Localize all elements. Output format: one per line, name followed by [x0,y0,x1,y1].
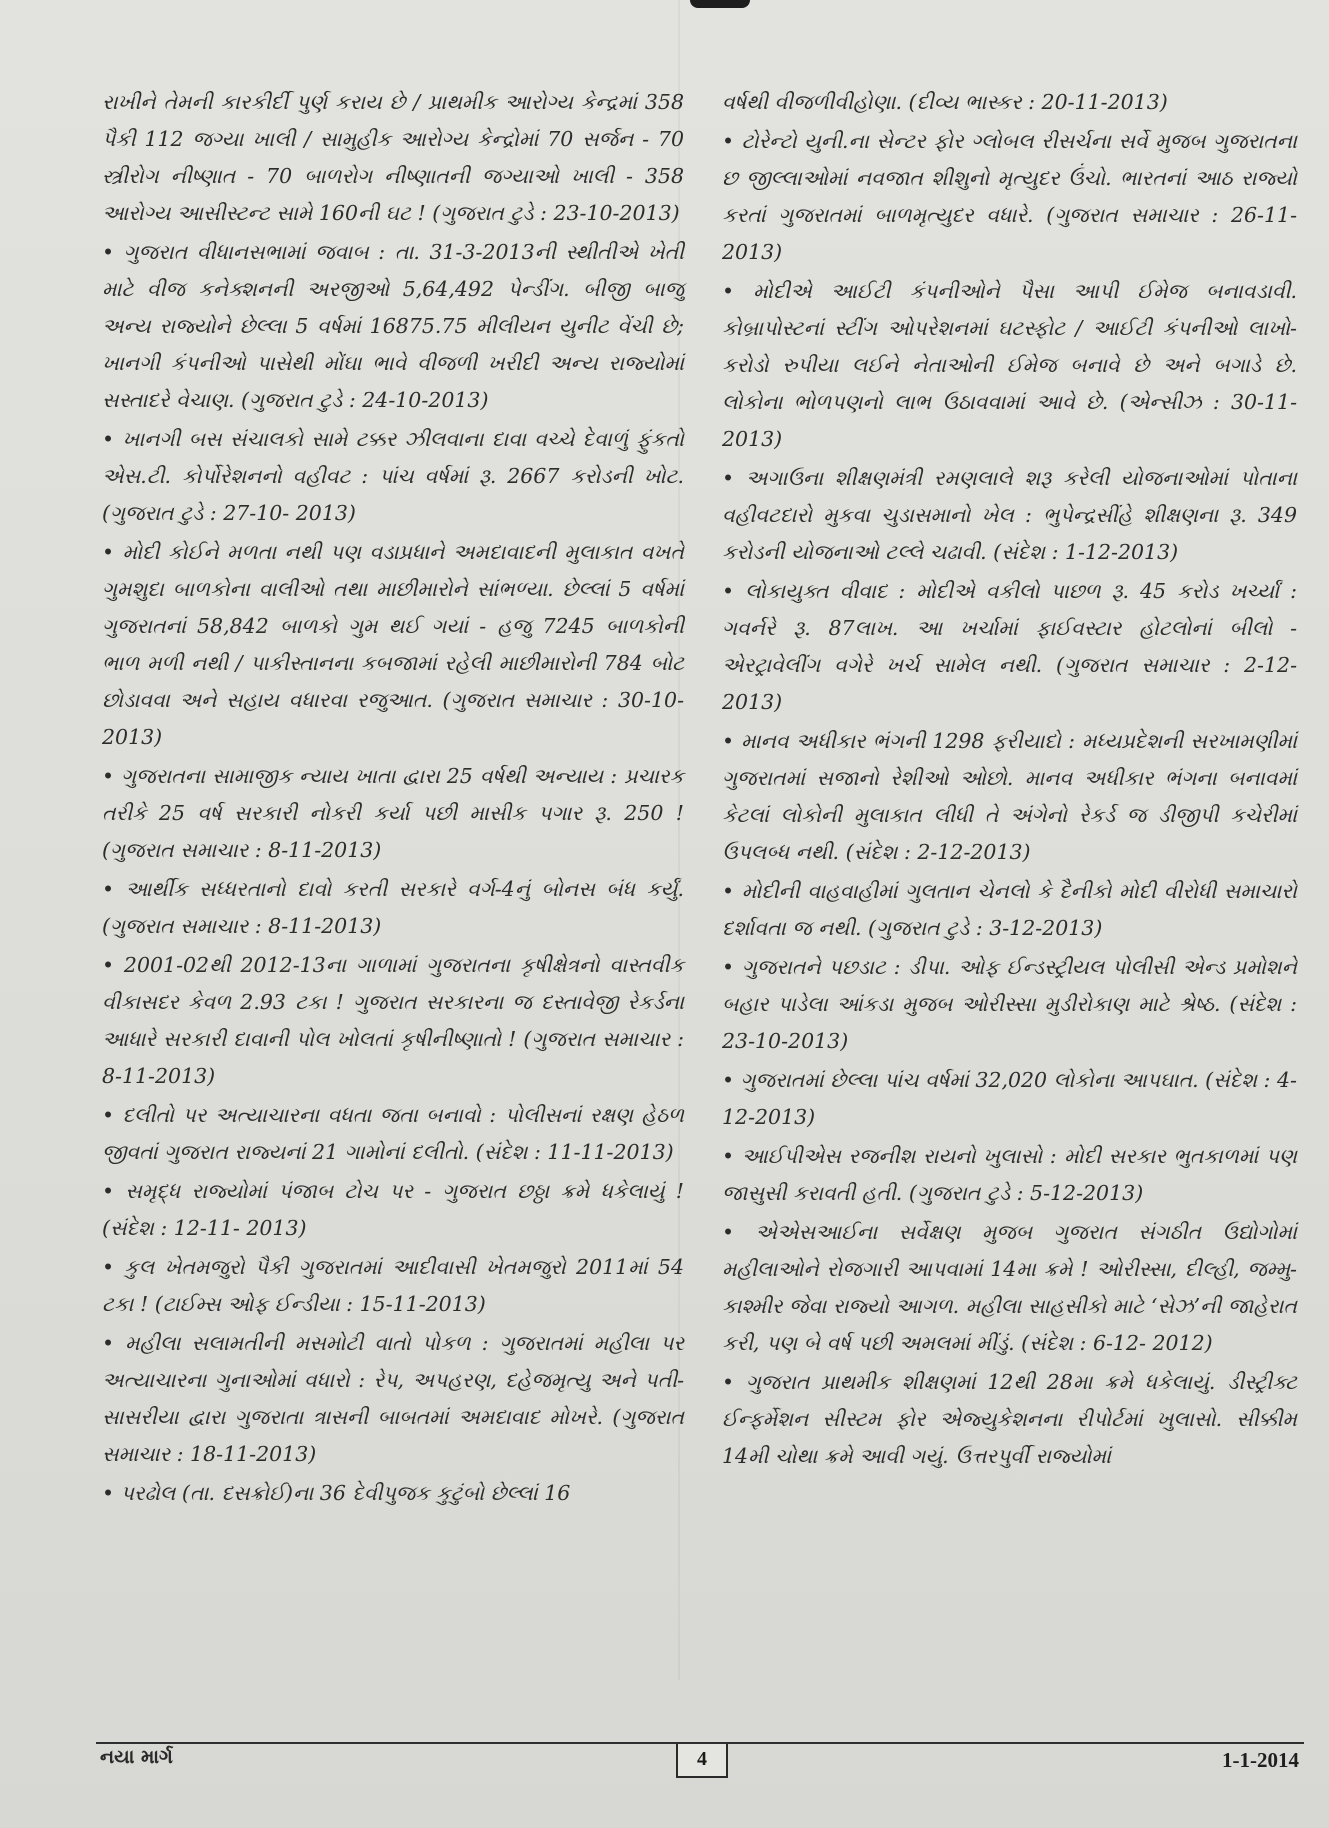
news-item: • ગુજરાતના સામાજીક ન્યાય ખાતા દ્વારા 25 વર્ષથી અન્યાય : પ્રચારક તરીકે 25 વર્ષ સરકારી નોકરી કર્યા પછી માસીક પગાર રૂ. 250 ! (ગુજરાત સમાચાર : 8-11-2013) [102,764,684,862]
right-column [722,84,1297,1477]
news-item: • ગુજરાતને પછડાટ : ડીપા. ઓફ ઈન્ડસ્ટ્રીયલ પોલીસી એન્ડ પ્રમોશને બહાર પાડેલા આંકડા મુજબ ઓરીસ્સા મુડીરોકાણ માટે શ્રેષ્ઠ. (સંદેશ : 23-10-2013) [722,955,1297,1053]
news-item: • ગુજરાતમાં છેલ્લા પાંચ વર્ષમાં 32,020 લોકોના આપઘાત. (સંદેશ : 4-12-2013) [722,1068,1297,1129]
page-number: 4 [676,1744,728,1778]
news-item: • મહીલા સલામતીની મસમોટી વાતો પોકળ : ગુજરાતમાં મહીલા પર અત્યાચારના ગુનાઓમાં વધારો : રેપ, અપહરણ, દહેજમૃત્યુ અને પતી-સાસરીયા દ્વારા ગુજરાતા ત્રાસની બાબતમાં અમદાવાદ મોખરે. (ગુજરાત સમાચાર : 18-11-2013) [102,1331,684,1466]
news-item: • માનવ અધીકાર ભંગની 1298 ફરીયાદો : મધ્યપ્રદેશની સરખામણીમાં ગુજરાતમાં સજાનો રેશીઓ ઓછો. માનવ અધીકાર ભંગના બનાવમાં કેટલાં લોકોની મુલાકાત લીધી તે અંગેનો રેકર્ડ જ ડીજીપી કચેરીમાં ઉપલબ્ધ નથી. (સંદેશ : 2-12-2013) [722,729,1297,864]
news-item: • સમૃદ્ધ રાજ્યોમાં પંજાબ ટોચ પર - ગુજરાત છઠ્ઠા ક્રમે ધકેલાયું ! (સંદેશ : 12-11- 2013) [102,1179,684,1240]
news-item: રાખીને તેમની કારકીર્દી પુર્ણ કરાય છે / પ્રાથમીક આરોગ્ય કેન્દ્રમાં 358 પૈકી 112 જગ્યા ખાલી / સામુહીક આરોગ્ય કેન્દ્રોમાં 70 સર્જન - 70 સ્ત્રીરોગ નીષ્ણાત - 70 બાળરોગ નીષ્ણાતની જગ્યાઓ ખાલી - 358 આરોગ્ય આસીસ્ટન્ટ સામે 160ની ઘટ ! (ગુજરાત ટુડે : 23-10-2013) [102,90,684,225]
news-item: • લોકાયુક્ત વીવાદ : મોદીએ વકીલો પાછળ રૂ. 45 કરોડ ખર્ચ્યાં : ગવર્નરે રૂ. 87લાખ. આ ખર્ચામાં ફાઈવસ્ટાર હોટલોનાં બીલો - એરટ્રાવેલીંગ વગેરે ખર્ચ સામેલ નથી. (ગુજરાત સમાચાર : 2-12-2013) [722,579,1297,714]
news-item: • આઈપીએસ રજનીશ રાયનો ખુલાસો : મોદી સરકાર ભુતકાળમાં પણ જાસુસી કરાવતી હતી. (ગુજરાત ટુડે : 5-12-2013) [722,1144,1297,1205]
news-item: • મોદીની વાહવાહીમાં ગુલતાન ચેનલો કે દૈનીકો મોદી વીરોધી સમાચારો દર્શાવતા જ નથી. (ગુજરાત ટુડે : 3-12-2013) [722,879,1297,940]
news-item: • અગાઉના શીક્ષણમંત્રી રમણલાલે શરૂ કરેલી યોજનાઓમાં પોતાના વહીવટદારો મુકવા ચુડાસમાનો ખેલ : ભુપેન્દ્રસીંહે શીક્ષણના રૂ. 349 કરોડની યોજનાઓ ટલ્લે ચઢાવી. (સંદેશ : 1-12-2013) [722,466,1297,564]
binding-mark [690,0,750,8]
news-item: • ગુજરાત પ્રાથમીક શીક્ષણમાં 12થી 28મા ક્રમે ધકેલાયું. ડીસ્ટ્રીક્ટ ઈન્ફર્મેશન સીસ્ટમ ફોર એજ્યુકેશનના રીપોર્ટમાં ખુલાસો. સીક્કીમ 14મી ચોથા ક્રમે આવી ગયું. ઉત્તરપુર્વી રાજ્યોમાં [722,1370,1297,1468]
news-item: • ખાનગી બસ સંચાલકો સામે ટક્કર ઝીલવાના દાવા વચ્ચે દેવાળું ફુંકતો એસ.ટી. કોર્પોરેશનનો વહીવટ : પાંચ વર્ષમાં રૂ. 2667 કરોડની ખોટ. (ગુજરાત ટુડે : 27-10- 2013) [102,427,684,525]
left-column [102,84,684,1514]
news-item: • 2001-02થી 2012-13ના ગાળામાં ગુજરાતના કૃષીક્ષેત્રનો વાસ્તવીક વીકાસદર કેવળ 2.93 ટકા ! ગુજરાત સરકારના જ દસ્તાવેજી રેકર્ડના આધારે સરકારી દાવાની પોલ ખોલતાં કૃષીનીષ્ણાતો ! (ગુજરાત સમાચાર : 8-11-2013) [102,953,684,1088]
news-item: • આર્થીક સધ્ધરતાનો દાવો કરતી સરકારે વર્ગ-4નું બોનસ બંધ કર્યું. (ગુજરાત સમાચાર : 8-11-2013) [102,877,684,938]
news-item: • ટોરેન્ટો યુની.ના સેન્ટર ફોર ગ્લોબલ રીસર્ચના સર્વે મુજબ ગુજરાતના છ જીલ્લાઓમાં નવજાત શીશુનો મૃત્યુદર ઉંચો. ભારતનાં આઠ રાજ્યો કરતાં ગુજરાતમાં બાળમૃત્યુદર વધારે. (ગુજરાત સમાચાર : 26-11-2013) [722,129,1297,264]
news-item: વર્ષથી વીજળીવીહોણા. (દીવ્ય ભાસ્કર : 20-11-2013) [722,90,1168,114]
issue-date: 1-1-2014 [1222,1748,1299,1772]
news-item: • ગુજરાત વીધાનસભામાં જવાબ : તા. 31-3-2013ની સ્થીતીએ ખેતી માટે વીજ કનેક્શનની અરજીઓ 5,64,492 પેન્ડીંગ. બીજી બાજુ અન્ય રાજ્યોને છેલ્લા 5 વર્ષમાં 16875.75 મીલીયન યુનીટ વેંચી છે; ખાનગી કંપનીઓ પાસેથી મોંઘા ભાવે વીજળી ખરીદી અન્ય રાજ્યોમાં સસ્તાદરે વેચાણ. (ગુજરાત ટુડે : 24-10-2013) [102,240,684,412]
news-item: • કુલ ખેતમજુરો પૈકી ગુજરાતમાં આદીવાસી ખેતમજુરો 2011માં 54 ટકા ! (ટાઈમ્સ ઓફ ઈન્ડીયા : 15-11-2013) [102,1255,684,1316]
news-item: • એએસઆઈના સર્વેક્ષણ મુજબ ગુજરાત સંગઠીત ઉદ્યોગોમાં મહીલાઓને રોજગારી આપવામાં 14મા ક્રમે ! ઓરીસ્સા, દીલ્હી, જમ્મુ-કાશ્મીર જેવા રાજ્યો આગળ. મહીલા સાહસીકો માટે ‘સેઝ’ની જાહેરાત કરી, પણ બે વર્ષ પછી અમલમાં મીંડું. (સંદેશ : 6-12- 2012) [722,1220,1297,1355]
publication-name: નયા માર્ગ [100,1746,173,1768]
news-item: • દલીતો પર અત્યાચારના વધતા જતા બનાવો : પોલીસનાં રક્ષણ હેઠળ જીવતાં ગુજરાત રાજ્યનાં 21 ગામોનાં દલીતો. (સંદેશ : 11-11-2013) [102,1103,684,1164]
news-item: • પરઢોલ (તા. દસક્રોઈ)ના 36 દેવીપુજક કુટુંબો છેલ્લાં 16 [102,1481,571,1505]
news-item: • મોદી કોઈને મળતા નથી પણ વડાપ્રધાને અમદાવાદની મુલાકાત વખતે ગુમશુદા બાળકોના વાલીઓ તથા માછીમારોને સાંભળ્યા. છેલ્લાં 5 વર્ષમાં ગુજરાતનાં 58,842 બાળકો ગુમ થઈ ગયાં - હજુ 7245 બાળકોની ભાળ મળી નથી / પાકીસ્તાનના કબજામાં રહેલી માછીમારોની 784 બોટ છોડાવવા અને સહાય વધારવા રજુઆત. (ગુજરાત સમાચાર : 30-10-2013) [102,540,684,749]
news-item: • મોદીએ આઈટી કંપનીઓને પૈસા આપી ઈમેજ બનાવડાવી. કોબ્રાપોસ્ટનાં સ્ટીંગ ઓપરેશનમાં ઘટસ્ફોટ / આઈટી કંપનીઓ લાખો-કરોડો રુપીયા લઈને નેતાઓની ઈમેજ બનાવે છે અને બગાડે છે. લોકોના ભોળપણનો લાભ ઉઠાવવામાં આવે છે. (એન્સીઝ : 30-11-2013) [722,279,1297,451]
